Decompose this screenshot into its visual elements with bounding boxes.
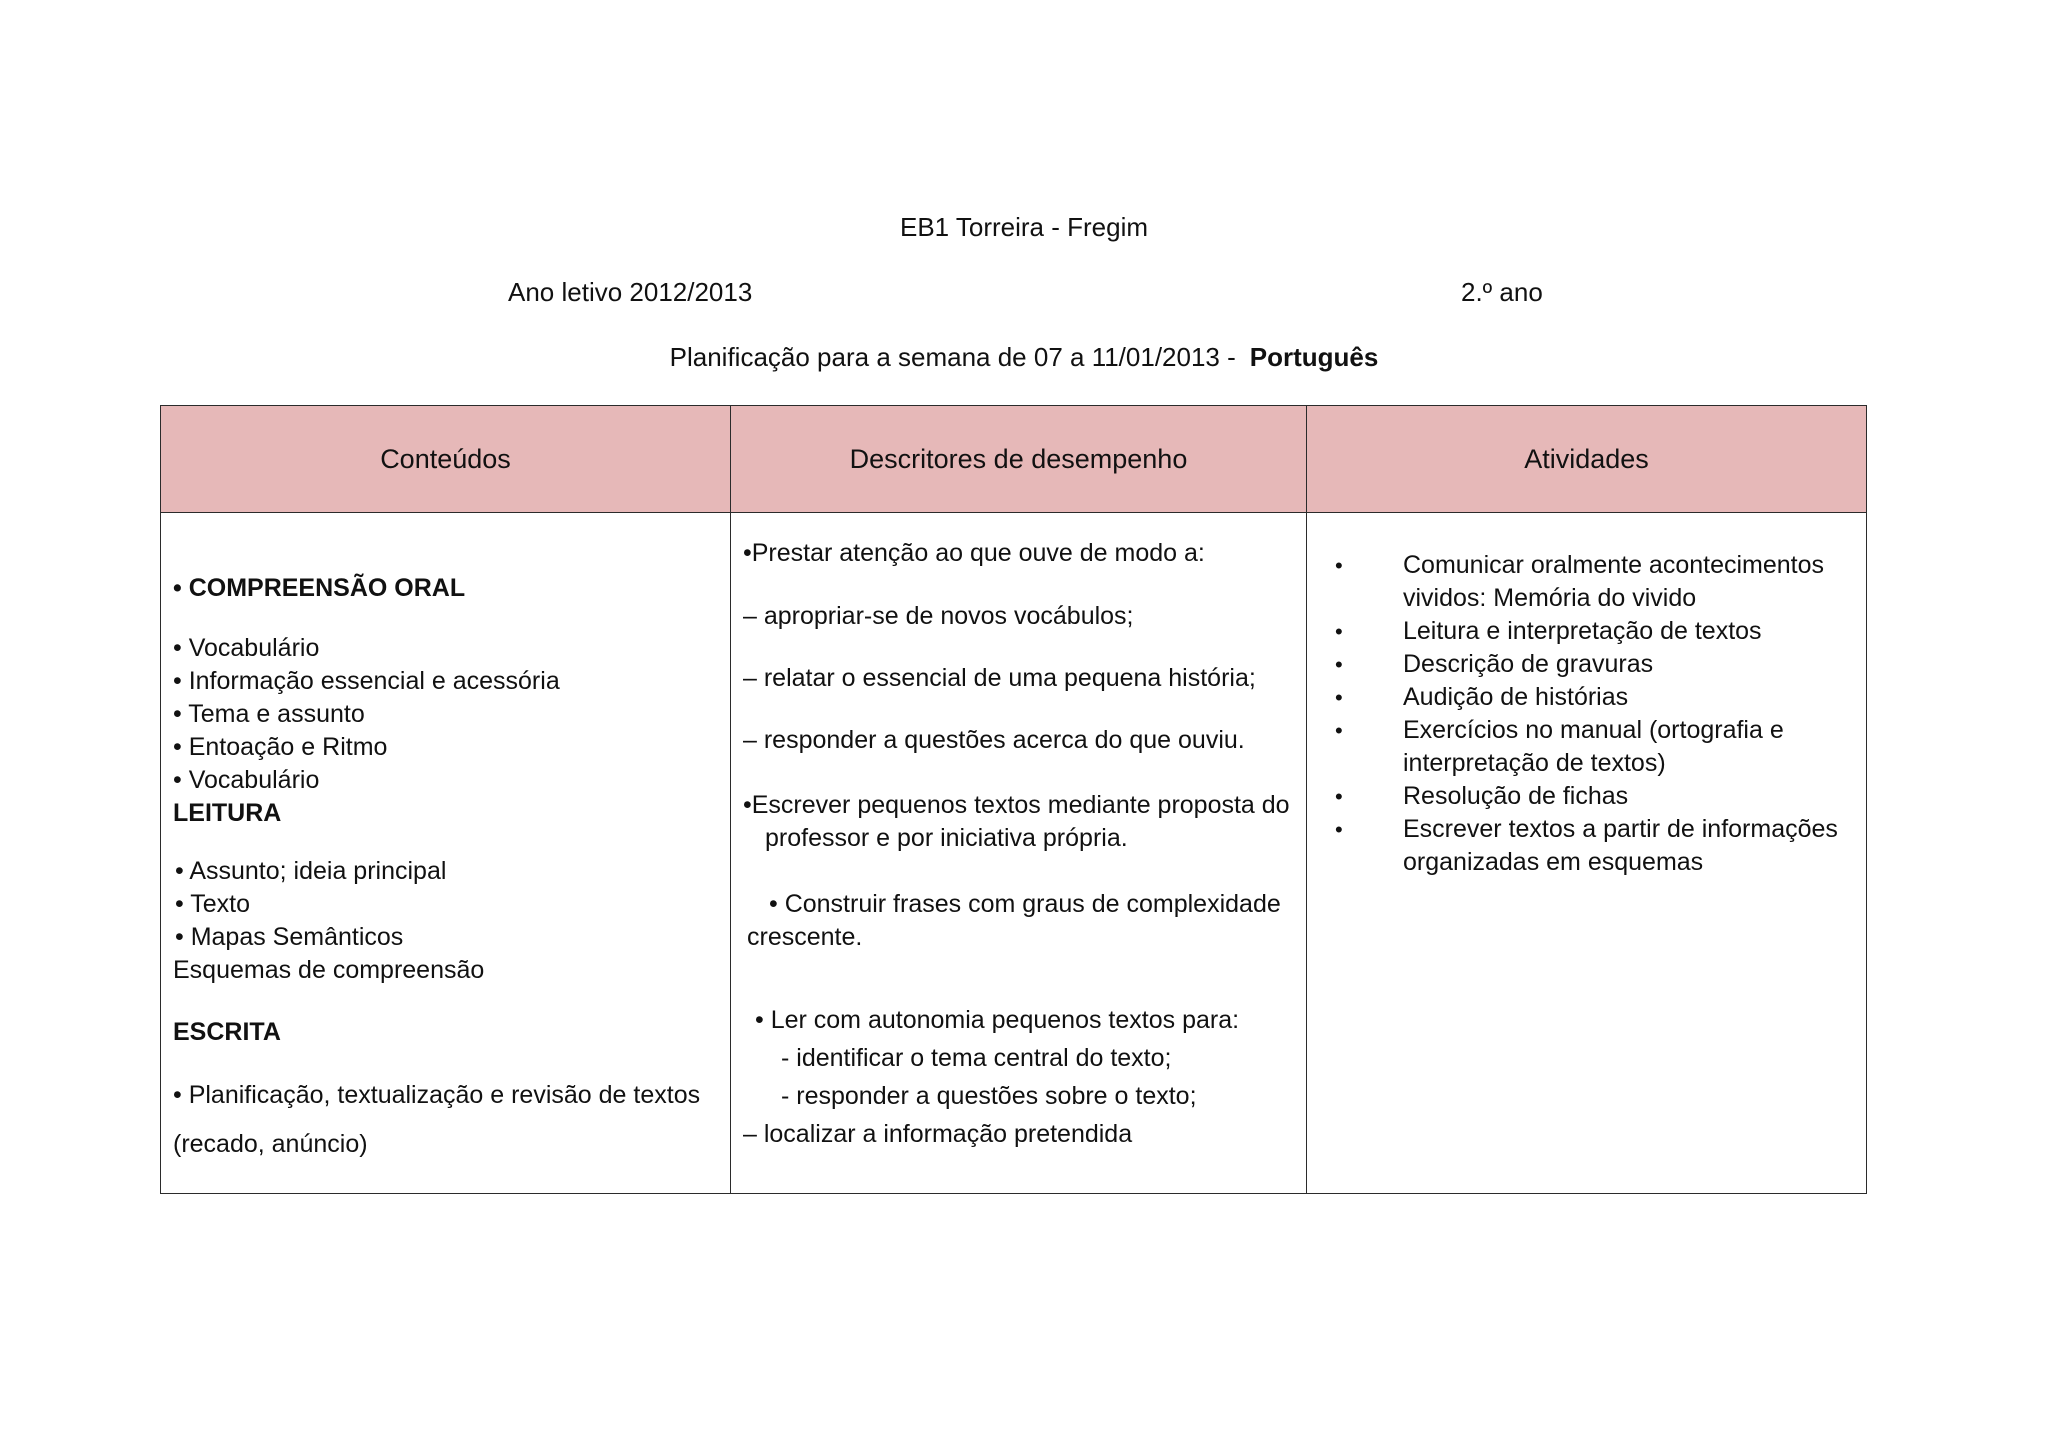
cell-conteudos (161, 513, 731, 1194)
activity-text: organizadas em esquemas (1403, 848, 1704, 876)
descriptor-line: - identificar o tema central do texto; (781, 1044, 1172, 1072)
list-item (1335, 549, 1838, 582)
list-item: • Planificação, textualização e revisão de textos (173, 1081, 701, 1109)
list-item: Esquemas de compreensão (173, 956, 485, 984)
school-name: EB1 Torreira - Fregim (899, 212, 1149, 242)
column-header-descritores: Descritores de desempenho (731, 406, 1307, 513)
bullet-icon: • (1335, 685, 1343, 710)
oral-heading: • COMPREENSÃO ORAL (173, 574, 466, 602)
activity-text: Exercícios no manual (ortografia e (1403, 716, 1784, 744)
list-item: • Informação essencial e acessória (173, 667, 560, 695)
school-year: Ano letivo 2012/2013 (508, 277, 753, 307)
activity-text: vividos: Memória do vivido (1403, 584, 1697, 612)
list-item-continuation (1335, 747, 1838, 780)
activity-text: Comunicar oralmente acontecimentos (1403, 551, 1825, 579)
cell-descritores (731, 513, 1307, 1194)
list-item-continuation (1335, 582, 1838, 615)
descriptor-line: – responder a questões acerca do que ouviu. (743, 726, 1245, 754)
planning-table (160, 405, 1867, 1194)
descriptor-line: crescente. (747, 923, 863, 951)
list-item: • Assunto; ideia principal (175, 857, 447, 885)
plan-title (0, 342, 2048, 372)
bullet-icon: • (1335, 718, 1343, 743)
list-item: • Entoação e Ritmo (173, 733, 388, 761)
table-body-row (161, 513, 1867, 1194)
activity-text: interpretação de textos) (1403, 749, 1666, 777)
descriptor-line: – relatar o essencial de uma pequena história; (743, 664, 1256, 692)
descriptor-line: • Construir frases com graus de complexidade (769, 890, 1281, 918)
list-item (1335, 780, 1838, 813)
descriptor-line: - responder a questões sobre o texto; (781, 1082, 1197, 1110)
descriptor-line: – apropriar-se de novos vocábulos; (743, 602, 1134, 630)
descriptor-line: •Escrever pequenos textos mediante proposta do (743, 791, 1290, 819)
activity-text: Descrição de gravuras (1403, 650, 1654, 678)
list-item: • Mapas Semânticos (175, 923, 404, 951)
descriptor-line: professor e por iniciativa própria. (765, 824, 1128, 852)
list-item (1335, 615, 1838, 648)
grade-level: 2.º ano (1461, 277, 1543, 307)
bullet-icon: • (1335, 553, 1343, 578)
cell-atividades (1307, 513, 1867, 1194)
descriptor-line: • Ler com autonomia pequenos textos para: (755, 1006, 1240, 1034)
list-item: (recado, anúncio) (173, 1130, 368, 1158)
list-item-continuation (1335, 846, 1838, 879)
activity-text: Audição de histórias (1403, 683, 1629, 711)
list-item: • Texto (175, 890, 250, 918)
column-header-conteudos: Conteúdos (161, 406, 731, 513)
list-item: • Vocabulário (173, 766, 320, 794)
descriptor-line: – localizar a informação pretendida (743, 1120, 1133, 1148)
list-item (1335, 813, 1838, 846)
list-item (1335, 648, 1838, 681)
bullet-icon: • (1335, 817, 1343, 842)
plan-title-text: Planificação para a semana de 07 a 11/01/2013 - (669, 342, 1236, 372)
bullet-icon: • (1335, 652, 1343, 677)
list-item: • Vocabulário (173, 634, 320, 662)
escrita-heading: ESCRITA (173, 1018, 281, 1046)
leitura-heading: LEITURA (173, 799, 282, 827)
activity-text: Escrever textos a partir de informações (1403, 815, 1838, 843)
bullet-icon: • (1335, 619, 1343, 644)
table-header-row (161, 406, 1867, 513)
subject-name: Português (1249, 342, 1379, 372)
list-item: • Tema e assunto (173, 700, 365, 728)
list-item (1335, 681, 1838, 714)
column-header-atividades: Atividades (1307, 406, 1867, 513)
activity-text: Resolução de fichas (1403, 782, 1629, 810)
activity-text: Leitura e interpretação de textos (1403, 617, 1762, 645)
descriptor-line: •Prestar atenção ao que ouve de modo a: (743, 539, 1205, 567)
bullet-icon: • (1335, 784, 1343, 809)
activities-list (1335, 549, 1838, 879)
list-item (1335, 714, 1838, 747)
